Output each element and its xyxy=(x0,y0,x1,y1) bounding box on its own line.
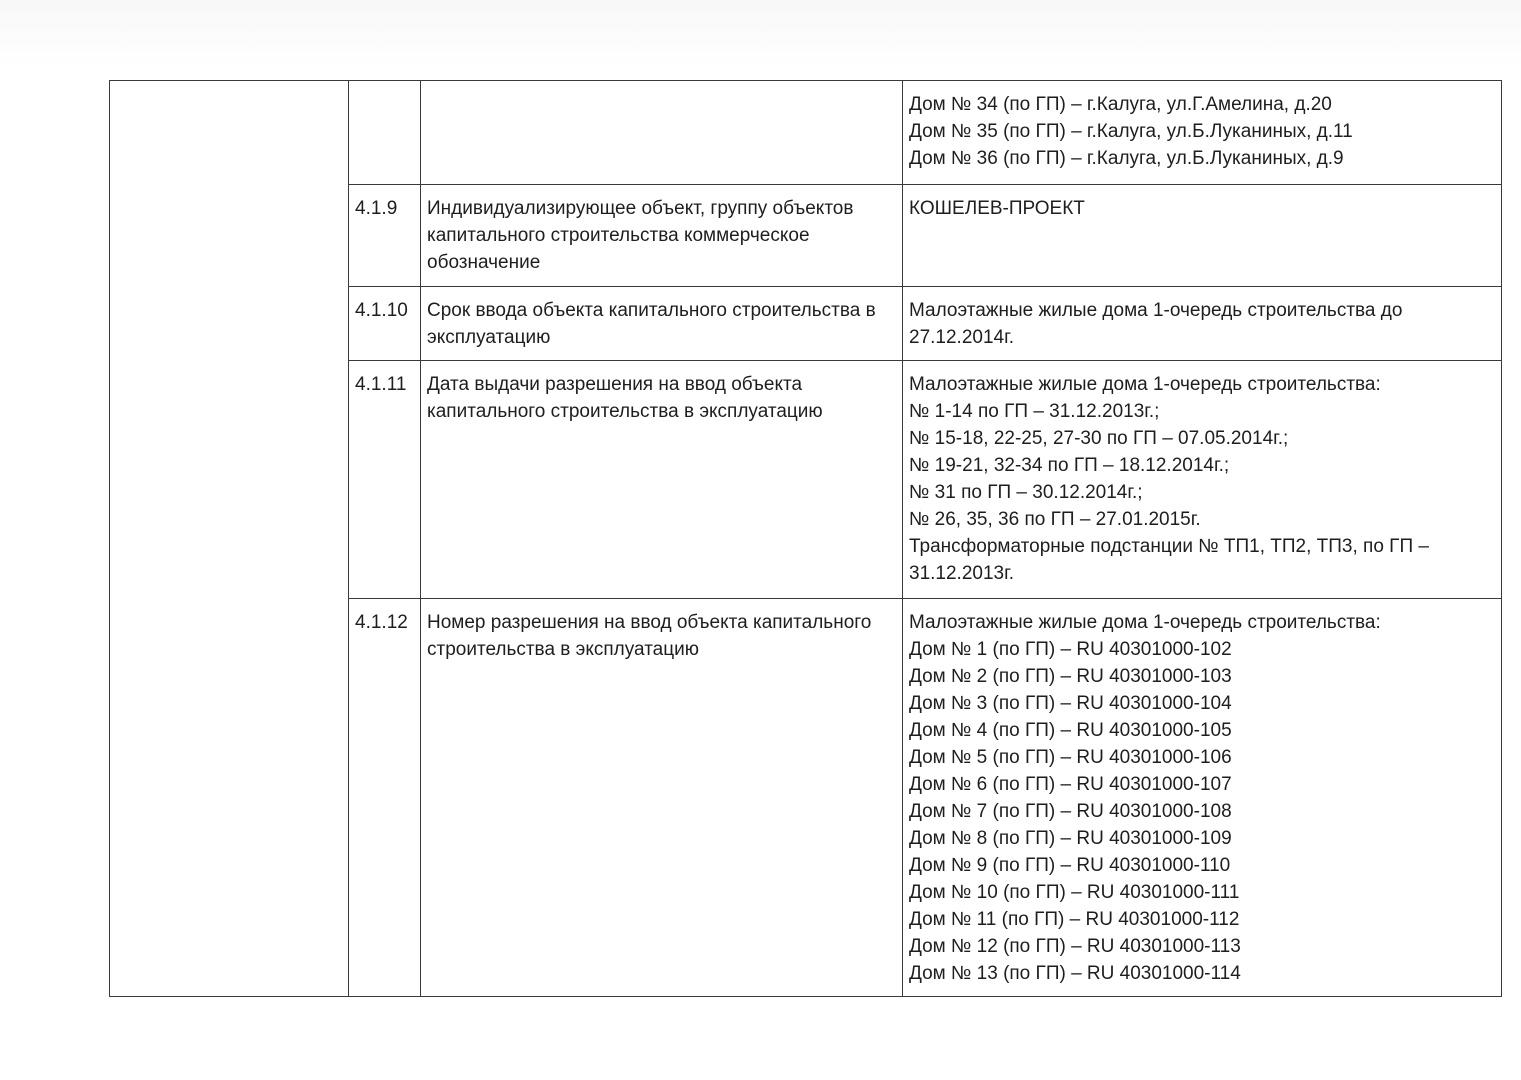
row-value-cell xyxy=(903,361,1502,599)
value-line: Дом № 10 (по ГП) – RU 40301000-111 xyxy=(909,882,1240,903)
value-line: КОШЕЛЕВ-ПРОЕКТ xyxy=(909,198,1085,219)
row-number-cell: 4.1.9 xyxy=(349,185,421,287)
value-line: Дом № 35 (по ГП) – г.Калуга, ул.Б.Луканиных, д.11 xyxy=(909,121,1353,142)
value-line: № 1-14 по ГП – 31.12.2013г.; xyxy=(909,401,1160,422)
value-line: № 31 по ГП – 30.12.2014г.; xyxy=(909,482,1143,503)
value-line: № 15-18, 22-25, 27-30 по ГП – 07.05.2014г.; xyxy=(909,428,1289,449)
value-line: № 26, 35, 36 по ГП – 27.01.2015г. xyxy=(909,509,1201,530)
row-value-cell xyxy=(903,81,1502,185)
value-line: Дом № 2 (по ГП) – RU 40301000-103 xyxy=(909,666,1232,687)
value-line: Дом № 3 (по ГП) – RU 40301000-104 xyxy=(909,693,1232,714)
row-number-cell: 4.1.11 xyxy=(349,361,421,599)
row-value-cell xyxy=(903,185,1502,287)
row-value-cell xyxy=(903,599,1502,997)
left-empty-cell xyxy=(110,81,349,997)
value-line: Малоэтажные жилые дома 1-очередь строительства до 27.12.2014г. xyxy=(909,300,1403,348)
value-line: Дом № 13 (по ГП) – RU 40301000-114 xyxy=(909,963,1241,984)
row-label-text: Дата выдачи разрешения на ввод объекта капитального строительства в эксплуатацию xyxy=(427,374,823,422)
value-line: Дом № 34 (по ГП) – г.Калуга, ул.Г.Амелина, д.20 xyxy=(909,94,1332,115)
row-value-cell xyxy=(903,287,1502,361)
row-label-text: Индивидуализирующее объект, группу объектов капитального строительства коммерческое обозначение xyxy=(427,198,854,273)
row-label-cell xyxy=(421,361,903,599)
row-number-cell: 4.1.10 xyxy=(349,287,421,361)
value-line: Дом № 1 (по ГП) – RU 40301000-102 xyxy=(909,639,1232,660)
value-line: Дом № 6 (по ГП) – RU 40301000-107 xyxy=(909,774,1232,795)
value-line: № 19-21, 32-34 по ГП – 18.12.2014г.; xyxy=(909,455,1230,476)
value-line: Малоэтажные жилые дома 1-очередь строительства: xyxy=(909,612,1381,633)
value-line: Дом № 11 (по ГП) – RU 40301000-112 xyxy=(909,909,1240,930)
row-number-cell: 4.1.12 xyxy=(349,599,421,997)
value-line: Дом № 8 (по ГП) – RU 40301000-109 xyxy=(909,828,1232,849)
row-label-cell xyxy=(421,287,903,361)
value-line: Дом № 36 (по ГП) – г.Калуга, ул.Б.Луканиных, д.9 xyxy=(909,148,1344,169)
row-label-cell xyxy=(421,599,903,997)
row-label-cell xyxy=(421,81,903,185)
table-row xyxy=(110,81,1502,185)
value-line: Дом № 12 (по ГП) – RU 40301000-113 xyxy=(909,936,1241,957)
value-line: Дом № 4 (по ГП) – RU 40301000-105 xyxy=(909,720,1232,741)
value-line: Малоэтажные жилые дома 1-очередь строительства: xyxy=(909,374,1381,395)
declaration-table xyxy=(109,80,1502,997)
value-line: Дом № 9 (по ГП) – RU 40301000-110 xyxy=(909,855,1231,876)
row-label-cell xyxy=(421,185,903,287)
value-line: Дом № 7 (по ГП) – RU 40301000-108 xyxy=(909,801,1232,822)
value-line: Дом № 5 (по ГП) – RU 40301000-106 xyxy=(909,747,1232,768)
value-line: Трансформаторные подстанции № ТП1, ТП2, ТП3, по ГП – 31.12.2013г. xyxy=(909,536,1429,584)
row-number-cell xyxy=(349,81,421,185)
row-label-text: Срок ввода объекта капитального строительства в эксплуатацию xyxy=(427,300,876,348)
row-label-text: Номер разрешения на ввод объекта капитального строительства в эксплуатацию xyxy=(427,612,872,660)
